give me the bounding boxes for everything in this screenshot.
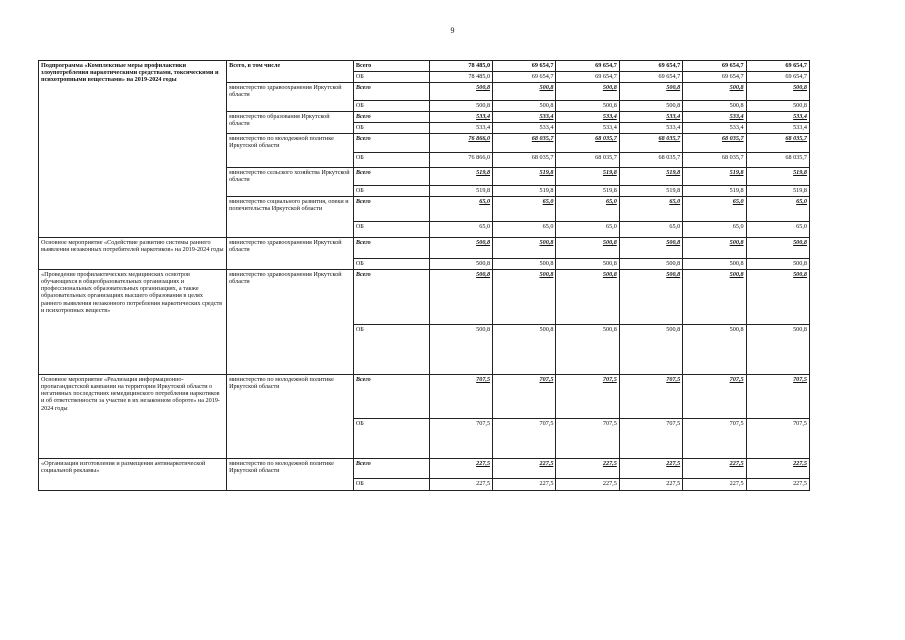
amount-total-cell: 76 866,0 xyxy=(429,134,492,153)
amount-ob-cell: 65,0 xyxy=(683,222,746,238)
amount-ob-cell: 500,8 xyxy=(429,259,492,270)
amount-ob-cell: 519,8 xyxy=(683,186,746,197)
source-total-label: Всего xyxy=(353,61,429,72)
amount-ob-cell: 69 654,7 xyxy=(746,72,809,83)
amount-total-cell: 227,5 xyxy=(556,459,619,479)
amount-ob-cell: 69 654,7 xyxy=(556,72,619,83)
source-total-label: Всего xyxy=(353,83,429,101)
amount-total-cell: 500,8 xyxy=(619,83,682,101)
amount-total-cell: 69 654,7 xyxy=(619,61,682,72)
source-total-label: Всего xyxy=(353,459,429,479)
executor-name: министерство здравоохранения Иркутской области xyxy=(227,270,354,375)
table-row xyxy=(39,61,810,72)
amount-ob-cell: 76 866,0 xyxy=(429,153,492,168)
amount-ob-cell: 500,8 xyxy=(556,259,619,270)
source-total-label: Всего xyxy=(353,112,429,123)
amount-total-cell: 227,5 xyxy=(429,459,492,479)
amount-total-cell: 500,8 xyxy=(556,270,619,325)
amount-total-cell: 500,8 xyxy=(746,270,809,325)
source-ob-label: ОБ xyxy=(353,419,429,459)
amount-total-cell: 69 654,7 xyxy=(683,61,746,72)
amount-total-cell: 227,5 xyxy=(683,459,746,479)
source-ob-label: ОБ xyxy=(353,222,429,238)
amount-total-cell: 65,0 xyxy=(493,197,556,222)
amount-ob-cell: 68 035,7 xyxy=(556,153,619,168)
amount-total-cell: 500,8 xyxy=(746,83,809,101)
amount-ob-cell: 500,8 xyxy=(619,325,682,375)
amount-total-cell: 519,8 xyxy=(619,168,682,186)
amount-total-cell: 65,0 xyxy=(746,197,809,222)
amount-ob-cell: 533,4 xyxy=(683,123,746,134)
amount-ob-cell: 78 485,0 xyxy=(429,72,492,83)
amount-ob-cell: 707,5 xyxy=(746,419,809,459)
amount-ob-cell: 533,4 xyxy=(619,123,682,134)
budget-table xyxy=(38,60,810,491)
amount-ob-cell: 65,0 xyxy=(556,222,619,238)
source-total-label: Всего xyxy=(353,375,429,419)
source-ob-label: ОБ xyxy=(353,72,429,83)
executor-name: министерство образования Иркутской области xyxy=(227,112,354,134)
amount-ob-cell: 65,0 xyxy=(493,222,556,238)
amount-total-cell: 707,5 xyxy=(556,375,619,419)
amount-total-cell: 533,4 xyxy=(619,112,682,123)
executor-name: Всего, в том числе xyxy=(227,61,354,83)
amount-ob-cell: 533,4 xyxy=(746,123,809,134)
source-ob-label: ОБ xyxy=(353,153,429,168)
program-name: «Организация изготовления и размещения антинаркотической социальной рекламы» xyxy=(39,459,227,491)
amount-ob-cell: 227,5 xyxy=(493,479,556,491)
amount-ob-cell: 500,8 xyxy=(556,325,619,375)
amount-total-cell: 227,5 xyxy=(619,459,682,479)
amount-total-cell: 519,8 xyxy=(429,168,492,186)
program-name: Подпрограмма «Комплексные меры профилактики злоупотребления наркотическими средствами, токсическими и психотропными веществами» на 2019-2024 годы xyxy=(39,61,227,238)
amount-ob-cell: 707,5 xyxy=(619,419,682,459)
executor-name: министерство здравоохранения Иркутской области xyxy=(227,238,354,270)
amount-total-cell: 707,5 xyxy=(429,375,492,419)
amount-total-cell: 707,5 xyxy=(746,375,809,419)
amount-total-cell: 65,0 xyxy=(619,197,682,222)
amount-total-cell: 533,4 xyxy=(746,112,809,123)
source-ob-label: ОБ xyxy=(353,325,429,375)
amount-ob-cell: 707,5 xyxy=(556,419,619,459)
amount-total-cell: 500,8 xyxy=(683,238,746,259)
source-ob-label: ОБ xyxy=(353,259,429,270)
amount-ob-cell: 68 035,7 xyxy=(493,153,556,168)
amount-ob-cell: 69 654,7 xyxy=(493,72,556,83)
amount-ob-cell: 500,8 xyxy=(493,101,556,112)
amount-total-cell: 500,8 xyxy=(683,270,746,325)
amount-total-cell: 500,8 xyxy=(429,83,492,101)
amount-total-cell: 500,8 xyxy=(556,83,619,101)
amount-total-cell: 78 485,0 xyxy=(429,61,492,72)
program-name: Основное мероприятие «Содействие развитию системы раннего выявления незаконных потребителей наркотиков» на 2019-2024 годы xyxy=(39,238,227,270)
amount-ob-cell: 533,4 xyxy=(493,123,556,134)
amount-total-cell: 519,8 xyxy=(556,168,619,186)
amount-total-cell: 533,4 xyxy=(556,112,619,123)
amount-total-cell: 68 035,7 xyxy=(556,134,619,153)
amount-total-cell: 69 654,7 xyxy=(746,61,809,72)
source-total-label: Всего xyxy=(353,134,429,153)
amount-ob-cell: 500,8 xyxy=(683,259,746,270)
amount-total-cell: 500,8 xyxy=(619,238,682,259)
amount-total-cell: 533,4 xyxy=(493,112,556,123)
amount-total-cell: 500,8 xyxy=(429,238,492,259)
source-ob-label: ОБ xyxy=(353,479,429,491)
amount-ob-cell: 227,5 xyxy=(429,479,492,491)
amount-ob-cell: 533,4 xyxy=(429,123,492,134)
amount-ob-cell: 500,8 xyxy=(493,259,556,270)
table-row xyxy=(39,270,810,325)
source-total-label: Всего xyxy=(353,168,429,186)
amount-total-cell: 519,8 xyxy=(493,168,556,186)
executor-name: министерство социального развития, опеки и попечительства Иркутской области xyxy=(227,197,354,238)
amount-total-cell: 707,5 xyxy=(619,375,682,419)
amount-total-cell: 65,0 xyxy=(556,197,619,222)
amount-ob-cell: 227,5 xyxy=(746,479,809,491)
amount-ob-cell: 707,5 xyxy=(683,419,746,459)
program-name: Основное мероприятие «Реализация информационно-пропагандистской кампании на территории Иркутской области о негативных последствиях немедицинского потребления наркотиков и об ответственности за участие в их незаконном обороте» на 2019-2024 годы xyxy=(39,375,227,459)
source-total-label: Всего xyxy=(353,238,429,259)
amount-total-cell: 69 654,7 xyxy=(556,61,619,72)
amount-ob-cell: 500,8 xyxy=(683,325,746,375)
amount-total-cell: 519,8 xyxy=(683,168,746,186)
amount-ob-cell: 65,0 xyxy=(746,222,809,238)
source-ob-label: ОБ xyxy=(353,123,429,134)
amount-total-cell: 707,5 xyxy=(493,375,556,419)
executor-name: министерство по молодежной политике Иркутской области xyxy=(227,375,354,459)
source-total-label: Всего xyxy=(353,197,429,222)
amount-ob-cell: 227,5 xyxy=(619,479,682,491)
amount-total-cell: 500,8 xyxy=(493,238,556,259)
amount-ob-cell: 519,8 xyxy=(556,186,619,197)
page-number: 9 xyxy=(450,26,455,35)
amount-total-cell: 68 035,7 xyxy=(493,134,556,153)
amount-ob-cell: 69 654,7 xyxy=(619,72,682,83)
amount-total-cell: 68 035,7 xyxy=(746,134,809,153)
amount-total-cell: 500,8 xyxy=(683,83,746,101)
amount-total-cell: 69 654,7 xyxy=(493,61,556,72)
amount-ob-cell: 500,8 xyxy=(683,101,746,112)
amount-total-cell: 227,5 xyxy=(746,459,809,479)
amount-ob-cell: 500,8 xyxy=(746,259,809,270)
amount-ob-cell: 519,8 xyxy=(429,186,492,197)
amount-ob-cell: 519,8 xyxy=(493,186,556,197)
amount-ob-cell: 500,8 xyxy=(556,101,619,112)
amount-ob-cell: 68 035,7 xyxy=(619,153,682,168)
amount-ob-cell: 500,8 xyxy=(429,101,492,112)
amount-ob-cell: 69 654,7 xyxy=(683,72,746,83)
amount-total-cell: 227,5 xyxy=(493,459,556,479)
executor-name: министерство по молодежной политике Иркутской области xyxy=(227,134,354,168)
executor-name: министерство по молодежной политике Иркутской области xyxy=(227,459,354,491)
amount-total-cell: 65,0 xyxy=(429,197,492,222)
amount-ob-cell: 500,8 xyxy=(619,101,682,112)
source-total-label: Всего xyxy=(353,270,429,325)
amount-ob-cell: 68 035,7 xyxy=(683,153,746,168)
table-row xyxy=(39,459,810,479)
amount-total-cell: 707,5 xyxy=(683,375,746,419)
table-row xyxy=(39,238,810,259)
amount-total-cell: 500,8 xyxy=(619,270,682,325)
amount-ob-cell: 707,5 xyxy=(493,419,556,459)
program-name: «Проведение профилактических медицинских осмотров обучающихся в общеобразовательных организациях и профессиональных образовательных организациях, а также образовательных организациях высшего образования в целях раннего выявления незаконного потребления наркотических средств и психотропных веществ» xyxy=(39,270,227,375)
amount-total-cell: 68 035,7 xyxy=(683,134,746,153)
amount-total-cell: 533,4 xyxy=(683,112,746,123)
amount-ob-cell: 68 035,7 xyxy=(746,153,809,168)
amount-total-cell: 500,8 xyxy=(429,270,492,325)
amount-total-cell: 533,4 xyxy=(429,112,492,123)
amount-ob-cell: 533,4 xyxy=(556,123,619,134)
table-row xyxy=(39,375,810,419)
amount-ob-cell: 227,5 xyxy=(683,479,746,491)
source-ob-label: ОБ xyxy=(353,101,429,112)
amount-total-cell: 500,8 xyxy=(493,270,556,325)
amount-ob-cell: 65,0 xyxy=(619,222,682,238)
amount-ob-cell: 227,5 xyxy=(556,479,619,491)
amount-total-cell: 65,0 xyxy=(683,197,746,222)
amount-total-cell: 500,8 xyxy=(493,83,556,101)
source-ob-label: ОБ xyxy=(353,186,429,197)
amount-total-cell: 68 035,7 xyxy=(619,134,682,153)
amount-ob-cell: 500,8 xyxy=(746,325,809,375)
amount-ob-cell: 519,8 xyxy=(746,186,809,197)
amount-ob-cell: 519,8 xyxy=(619,186,682,197)
executor-name: министерство сельского хозяйства Иркутской области xyxy=(227,168,354,197)
amount-ob-cell: 500,8 xyxy=(493,325,556,375)
amount-total-cell: 519,8 xyxy=(746,168,809,186)
amount-total-cell: 500,8 xyxy=(556,238,619,259)
amount-total-cell: 500,8 xyxy=(746,238,809,259)
amount-ob-cell: 707,5 xyxy=(429,419,492,459)
amount-ob-cell: 500,8 xyxy=(619,259,682,270)
amount-ob-cell: 500,8 xyxy=(429,325,492,375)
amount-ob-cell: 500,8 xyxy=(746,101,809,112)
amount-ob-cell: 65,0 xyxy=(429,222,492,238)
executor-name: министерство здравоохранения Иркутской области xyxy=(227,83,354,112)
